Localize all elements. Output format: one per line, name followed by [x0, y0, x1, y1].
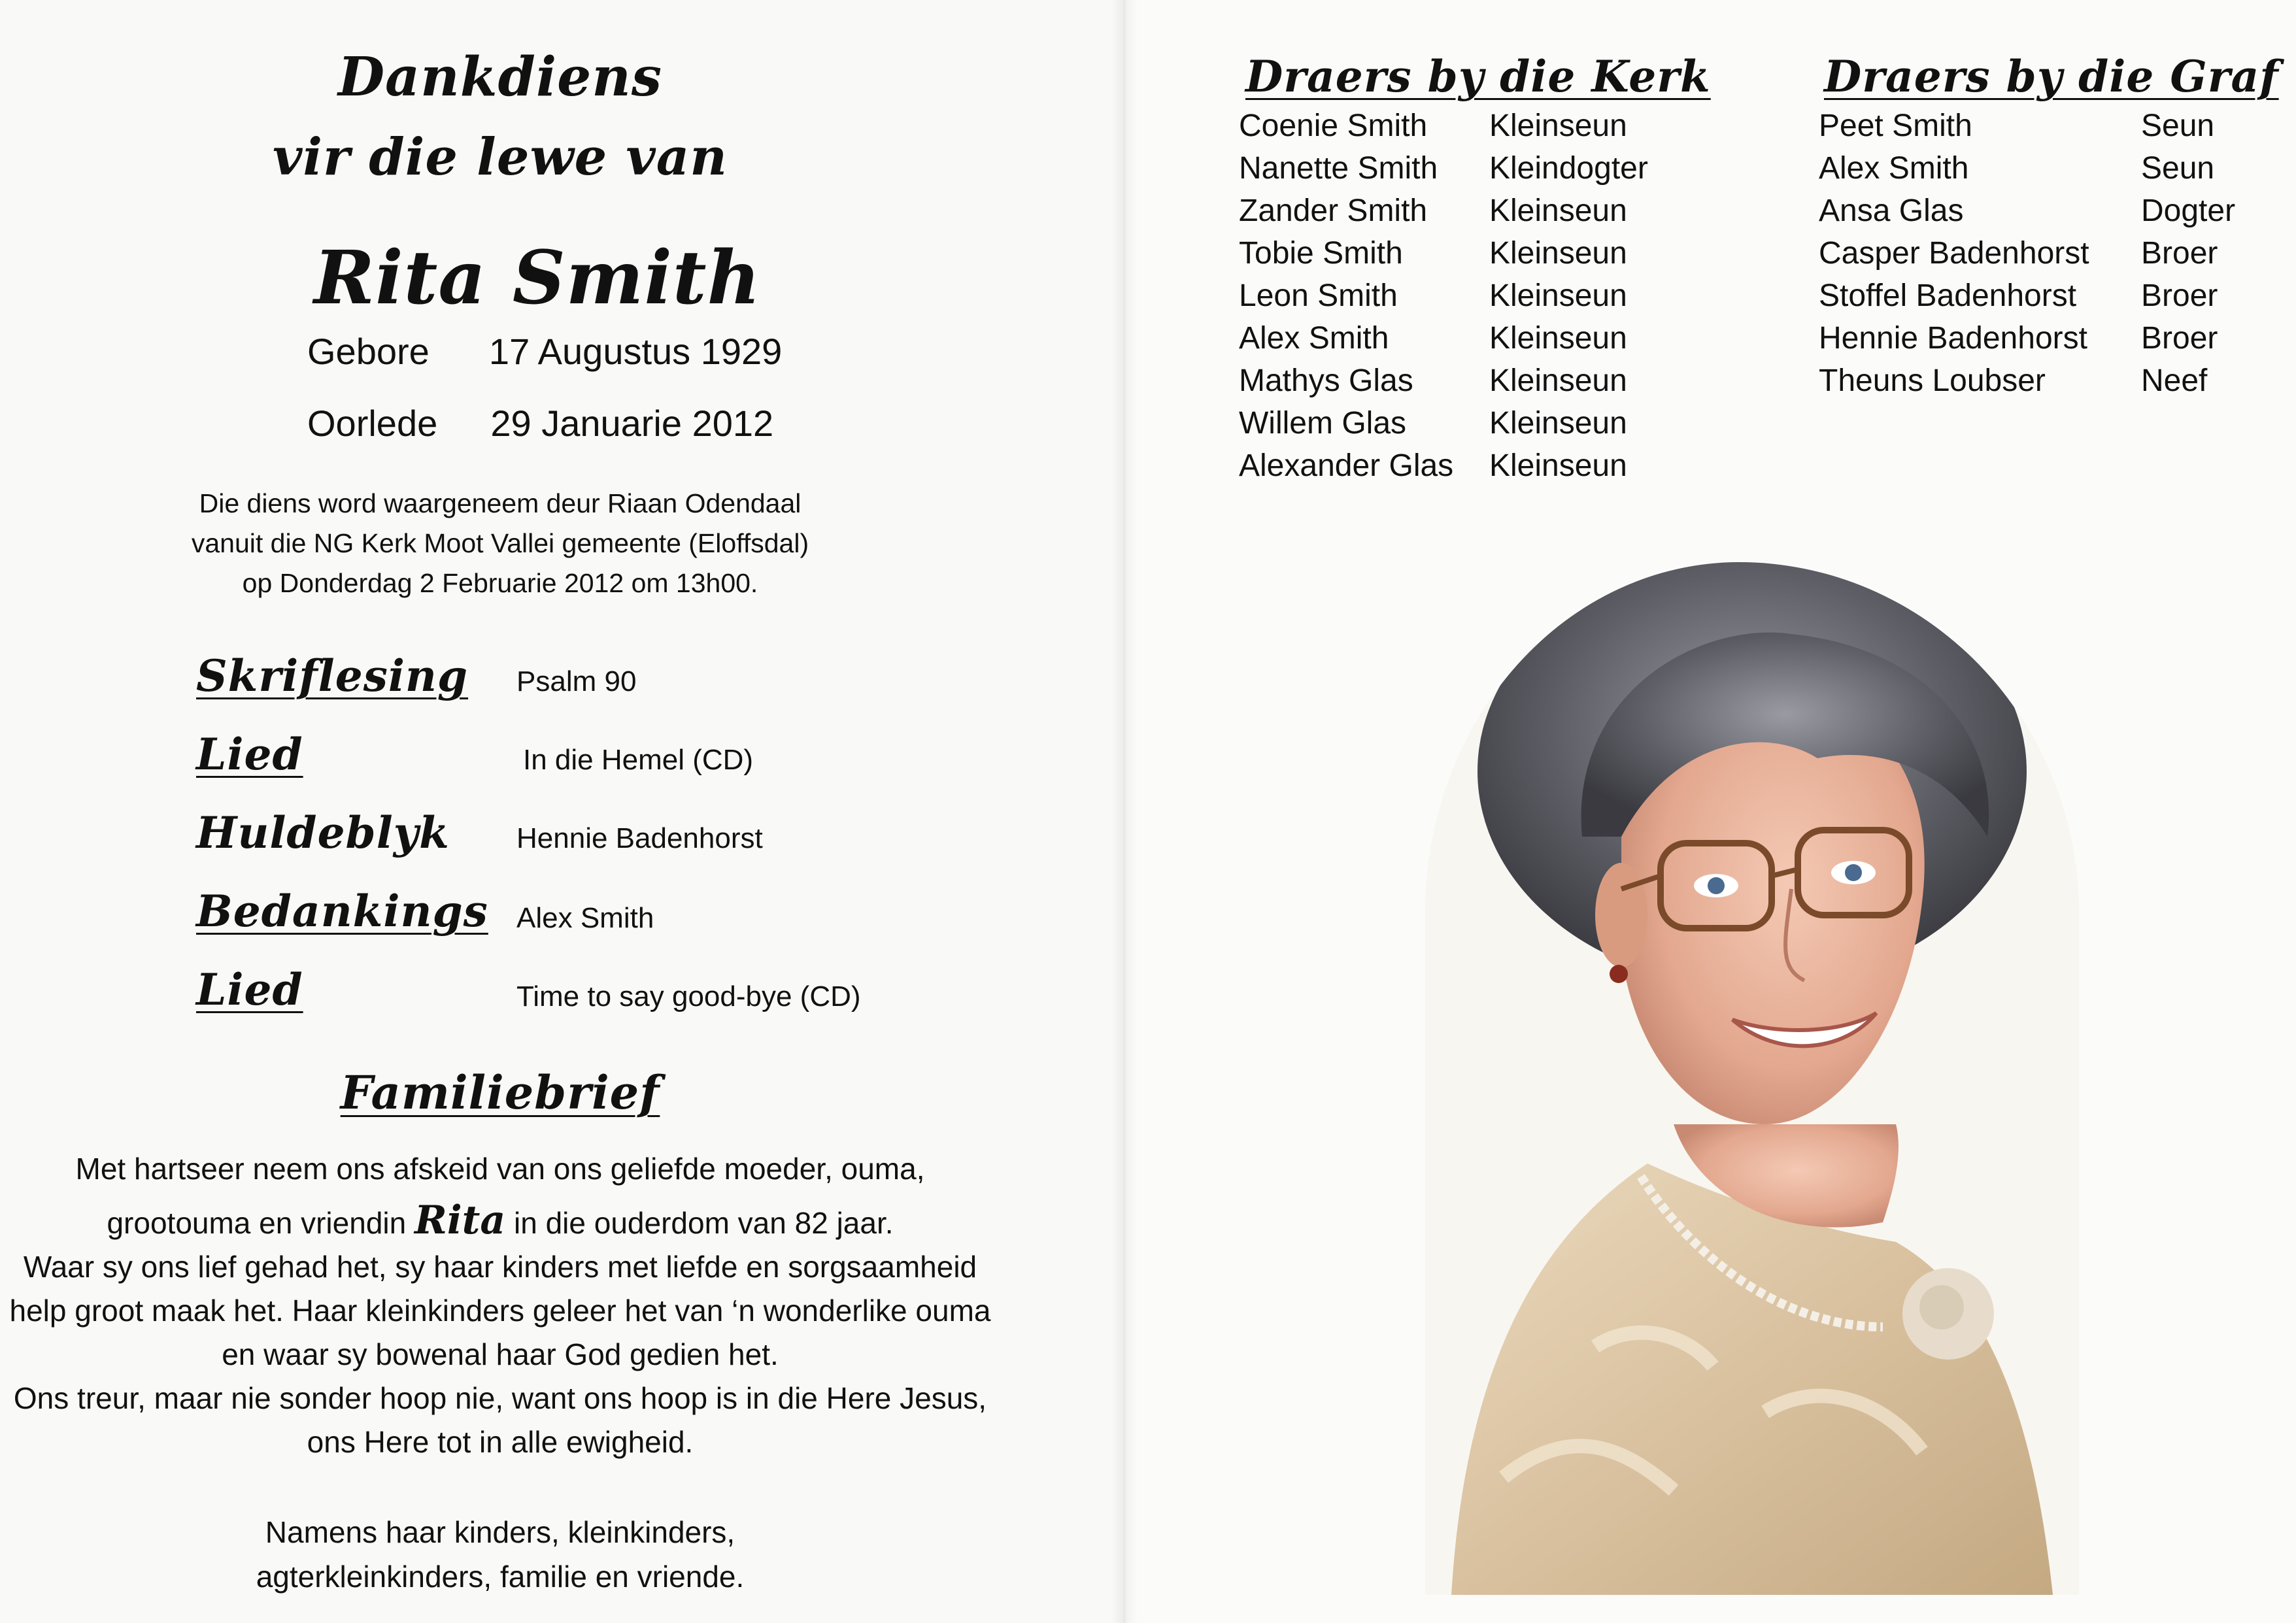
programme-label-lied: Lied: [196, 729, 303, 780]
bearer-relation: Broer: [2141, 236, 2218, 271]
grave-bearers-title: Draers by die Graf: [1824, 51, 2279, 102]
died-label: Oorlede: [307, 403, 438, 444]
bearer-name: Nanette Smith: [1239, 151, 1438, 186]
bearer-name: Zander Smith: [1239, 193, 1428, 228]
bearer-name: Alex Smith: [1819, 151, 1969, 186]
programme-value: Alex Smith: [516, 902, 654, 934]
bearer-relation: Broer: [2141, 278, 2218, 313]
bearer-relation: Kleinseun: [1489, 406, 1627, 441]
page-fold: [1111, 0, 1138, 1623]
bearer-name: Alexander Glas: [1239, 448, 1454, 483]
bearer-relation: Seun: [2141, 151, 2215, 186]
service-line: Die diens word waargeneem deur Riaan Odendaal: [199, 488, 802, 518]
bearer-relation: Kleinseun: [1489, 448, 1627, 483]
programme-label-huldeblyk: Huldeblyk: [196, 807, 450, 858]
church-bearers-title: Draers by die Kerk: [1245, 51, 1711, 102]
bearer-name: Stoffel Badenhorst: [1819, 278, 2077, 313]
letter-text: in die ouderdom van 82 jaar.: [505, 1206, 894, 1240]
programme-label-skriflesing: Skriflesing: [196, 650, 469, 701]
bearer-name: Willem Glas: [1239, 406, 1407, 441]
programme-label-lied: Lied: [196, 964, 303, 1015]
letter-name: Rita: [414, 1197, 506, 1243]
letter-line: Ons treur, maar nie sonder hoop nie, want ons hoop is in die Here Jesus,: [13, 1381, 987, 1415]
closing-signature: [0, 1510, 1000, 1599]
service-line: vanuit die NG Kerk Moot Vallei gemeente (Eloffsdal): [191, 528, 809, 558]
bearer-name: Peet Smith: [1819, 109, 1972, 143]
letter-line: help groot maak het. Haar kleinkinders geleer het van ‘n wonderlike ouma: [9, 1294, 991, 1328]
bearer-relation: Neef: [2141, 363, 2208, 398]
family-letter-body: [0, 1147, 1000, 1464]
bearer-name: Leon Smith: [1239, 278, 1398, 313]
bearer-name: Mathys Glas: [1239, 363, 1413, 398]
bearer-relation: Kleindogter: [1489, 151, 1648, 186]
bearer-relation: Dogter: [2141, 193, 2236, 228]
born-row: [307, 330, 782, 373]
letter-line: en waar sy bowenal haar God gedien het.: [222, 1337, 779, 1371]
title-dankdiens: Dankdiens: [337, 46, 663, 109]
bearer-relation: Kleinseun: [1489, 109, 1627, 143]
programme-value: Psalm 90: [516, 665, 637, 697]
bearer-relation: Broer: [2141, 321, 2218, 356]
church-bearers-relations: [1489, 105, 1648, 487]
portrait-illustration: [1425, 562, 2079, 1595]
church-bearers-names: [1239, 105, 1453, 487]
born-label: Gebore: [307, 331, 430, 372]
deceased-name: Rita Smith: [314, 235, 762, 321]
bearer-name: Coenie Smith: [1239, 109, 1428, 143]
service-line: op Donderdag 2 Februarie 2012 om 13h00.: [242, 568, 758, 598]
portrait-photo: [1425, 562, 2079, 1595]
letter-text: grootouma en vriendin: [107, 1206, 414, 1240]
title-vir-die-lewe-van: vir die lewe van: [273, 127, 728, 187]
bearer-relation: Kleinseun: [1489, 278, 1627, 313]
letter-line: Met hartseer neem ons afskeid van ons geliefde moeder, ouma,: [75, 1152, 925, 1186]
bearer-name: Ansa Glas: [1819, 193, 1964, 228]
bearer-name: Alex Smith: [1239, 321, 1389, 356]
bearer-relation: Seun: [2141, 109, 2215, 143]
programme-value: In die Hemel (CD): [523, 744, 754, 776]
bearer-name: Hennie Badenhorst: [1819, 321, 2087, 356]
bearer-relation: Kleinseun: [1489, 236, 1627, 271]
letter-line: [0, 1199, 1000, 1245]
programme-label-bedankings: Bedankings: [196, 886, 488, 937]
born-date: 17 Augustus 1929: [488, 331, 783, 372]
bearer-name: Tobie Smith: [1239, 236, 1403, 271]
bearer-name: Theuns Loubser: [1819, 363, 2046, 398]
closing-line: agterkleinkinders, familie en vriende.: [256, 1560, 745, 1594]
died-row: [307, 402, 773, 444]
letter-line: Waar sy ons lief gehad het, sy haar kinders met liefde en sorgsaamheid: [23, 1250, 977, 1284]
bearer-relation: Kleinseun: [1489, 363, 1627, 398]
grave-bearers-names: [1819, 105, 2089, 402]
service-info: [0, 484, 1000, 603]
closing-line: Namens haar kinders, kleinkinders,: [265, 1515, 735, 1549]
bearer-relation: Kleinseun: [1489, 193, 1627, 228]
bearer-name: Casper Badenhorst: [1819, 236, 2089, 271]
programme-value: Hennie Badenhorst: [516, 822, 763, 854]
programme-value: Time to say good-bye (CD): [516, 980, 861, 1012]
bearer-relation: Kleinseun: [1489, 321, 1627, 356]
family-letter-title: Familiebrief: [340, 1065, 660, 1120]
died-date: 29 Januarie 2012: [490, 403, 774, 444]
letter-line: ons Here tot in alle ewigheid.: [307, 1425, 694, 1459]
grave-bearers-relations: [2141, 105, 2235, 402]
